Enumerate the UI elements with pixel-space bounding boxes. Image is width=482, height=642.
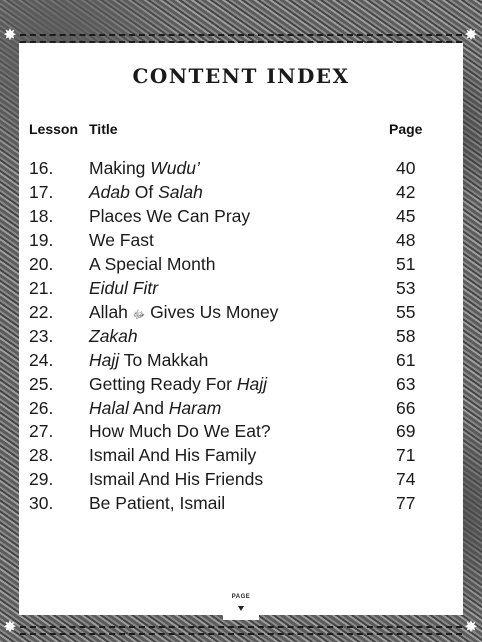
lesson-page-number: 61 (396, 349, 416, 370)
lesson-page-number: 55 (396, 301, 416, 322)
lesson-title (89, 182, 203, 203)
lesson-row (0, 398, 482, 422)
title-text: Ismail And His Family (89, 445, 257, 466)
lesson-title (89, 493, 225, 514)
title-italic-term: Hajj (236, 373, 268, 394)
title-text: Places We Can Pray (89, 205, 251, 226)
lesson-number: 30. (29, 493, 54, 514)
lesson-number: 16. (29, 158, 54, 178)
lesson-row (0, 158, 482, 182)
lesson-page-number: 42 (396, 181, 416, 202)
star-ornament-icon: ✸ (464, 619, 478, 636)
title-italic-term: Haram (168, 397, 222, 418)
lesson-title (89, 230, 154, 251)
title-text: Be Patient, Ismail (89, 493, 226, 514)
title-text: Of (129, 181, 159, 202)
lesson-number: 24. (29, 349, 54, 370)
top-dashed-border (20, 34, 462, 43)
title-text: Making (89, 158, 151, 178)
title-text: And (128, 397, 169, 418)
lesson-row (0, 206, 482, 230)
star-ornament-icon: ✸ (464, 27, 478, 44)
lesson-title (89, 445, 256, 466)
lesson-number: 27. (29, 421, 54, 442)
lesson-title (89, 254, 215, 275)
lesson-title (89, 350, 208, 371)
lesson-row (0, 421, 482, 445)
star-ornament-icon: ✸ (3, 27, 17, 44)
column-header-lesson: Lesson (29, 121, 79, 137)
lesson-row (0, 230, 482, 254)
title-text: Ismail And His Friends (89, 469, 264, 490)
lesson-page-number: 63 (396, 373, 416, 394)
title-italic-term: Salah (158, 181, 203, 202)
column-header-page: Page (389, 121, 423, 137)
title-text: Getting Ready For (89, 373, 237, 394)
lesson-row (0, 254, 482, 278)
lesson-page-number: 53 (396, 277, 416, 298)
lesson-number: 29. (29, 469, 54, 490)
lesson-page-number: 58 (396, 325, 416, 346)
page-tab-label: PAGE (231, 594, 251, 600)
lesson-row (0, 445, 482, 469)
lesson-title (89, 302, 278, 324)
lesson-number: 17. (29, 181, 54, 202)
lesson-title (89, 326, 138, 347)
lesson-row (0, 182, 482, 206)
lesson-number: 21. (29, 277, 54, 298)
lesson-row (0, 469, 482, 493)
lesson-title (89, 398, 221, 419)
title-italic-term: Eidul Fitr (89, 277, 159, 298)
lesson-page-number: 69 (396, 421, 416, 442)
lesson-title (89, 158, 200, 179)
lesson-title (89, 469, 263, 490)
title-text: Allah (89, 301, 133, 322)
lesson-page-number: 77 (396, 493, 416, 514)
honorific-seal-icon: ﷻ (132, 308, 146, 321)
title-text: We Fast (89, 229, 154, 250)
column-header-title: Title (89, 121, 118, 137)
lesson-number: 22. (29, 301, 54, 322)
lesson-page-number: 45 (396, 205, 416, 226)
lesson-title (89, 374, 267, 395)
lesson-number: 28. (29, 445, 54, 466)
title-text: Gives Us Money (145, 301, 279, 322)
lesson-number: 25. (29, 373, 54, 394)
lesson-page-number: 40 (396, 158, 416, 178)
bottom-dashed-border (20, 626, 462, 635)
page-title: CONTENT INDEX (132, 64, 350, 88)
lesson-title (89, 278, 158, 299)
triangle-down-icon (238, 606, 244, 611)
title-text: A Special Month (89, 253, 216, 274)
lesson-number: 18. (29, 205, 54, 226)
lesson-page-number: 48 (396, 229, 416, 250)
lesson-title (89, 421, 271, 442)
lesson-row (0, 350, 482, 374)
lesson-page-number: 71 (396, 445, 416, 466)
title-italic-term: Wudu’ (150, 158, 200, 178)
lesson-row (0, 374, 482, 398)
title-text: How Much Do We Eat? (89, 421, 271, 442)
title-italic-term: Halal (89, 397, 129, 418)
title-italic-term: Adab (89, 181, 130, 202)
title-italic-term: Zakah (89, 325, 138, 346)
lesson-row (0, 302, 482, 326)
lesson-page-number: 66 (396, 397, 416, 418)
lesson-row (0, 493, 482, 517)
lesson-number: 26. (29, 397, 54, 418)
lesson-row (0, 278, 482, 302)
lesson-page-number: 51 (396, 253, 416, 274)
title-text: To Makkah (119, 349, 209, 370)
page-number-tab (223, 590, 259, 620)
lesson-number: 19. (29, 229, 54, 250)
lesson-row (0, 326, 482, 350)
lesson-number: 20. (29, 253, 54, 274)
lesson-page-number: 74 (396, 469, 416, 490)
lesson-number: 23. (29, 325, 54, 346)
title-italic-term: Hajj (89, 349, 120, 370)
lesson-title (89, 206, 250, 227)
star-ornament-icon: ✸ (3, 619, 17, 636)
